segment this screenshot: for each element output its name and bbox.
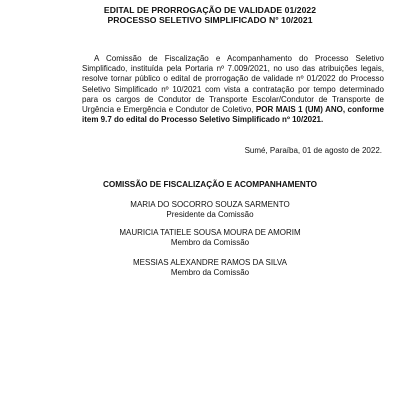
signatory-role: Presidente da Comissão <box>166 210 254 219</box>
signatory-name: MESSIAS ALEXANDRE RAMOS DA SILVA <box>133 258 287 267</box>
signatory-name: MAURICIA TATIELE SOUSA MOURA DE AMORIM <box>119 228 301 237</box>
process-title: PROCESSO SELETIVO SIMPLIFICADO N° 10/2021 <box>107 15 313 25</box>
signatory-block-president <box>0 200 420 220</box>
signatory-role: Membro da Comissão <box>170 268 250 277</box>
edict-body-paragraph <box>82 54 384 125</box>
signatory-block-member <box>0 228 420 248</box>
commission-heading: COMISSÃO DE FISCALIZAÇÃO E ACOMPANHAMENTO <box>102 180 318 189</box>
place-and-date: Sumé, Paraíba, 01 de agosto de 2022. <box>244 146 382 155</box>
edict-title: EDITAL DE PRORROGAÇÃO DE VALIDADE 01/2022 <box>103 5 317 15</box>
signatory-name: MARIA DO SOCORRO SOUZA SARMENTO <box>130 200 290 209</box>
signatory-role: Membro da Comissão <box>170 238 250 247</box>
body-text-regular: A Comissão de Fiscalização e Acompanhamento do Processo Seletivo Simplificado, instituída pela Portaria nº 7.009/2021, no uso das atribuições legais, resolve tornar público o edital de prorrogação de validade nº 01/2022 do Processo Seletivo Simplificado nº 10/2021 com vista a contratação por tempo determinado para os cargos de Condutor de Transporte Escolar/Condutor de Transporte de Urgência e Emergência e Condutor de Coletivo, <box>82 54 384 115</box>
body-text-bold: POR MAIS 1 (UM) ANO, conforme item 9.7 do edital do Processo Seletivo Simplificado nº 10/2021. <box>82 105 384 125</box>
signatory-block-member <box>0 258 420 278</box>
